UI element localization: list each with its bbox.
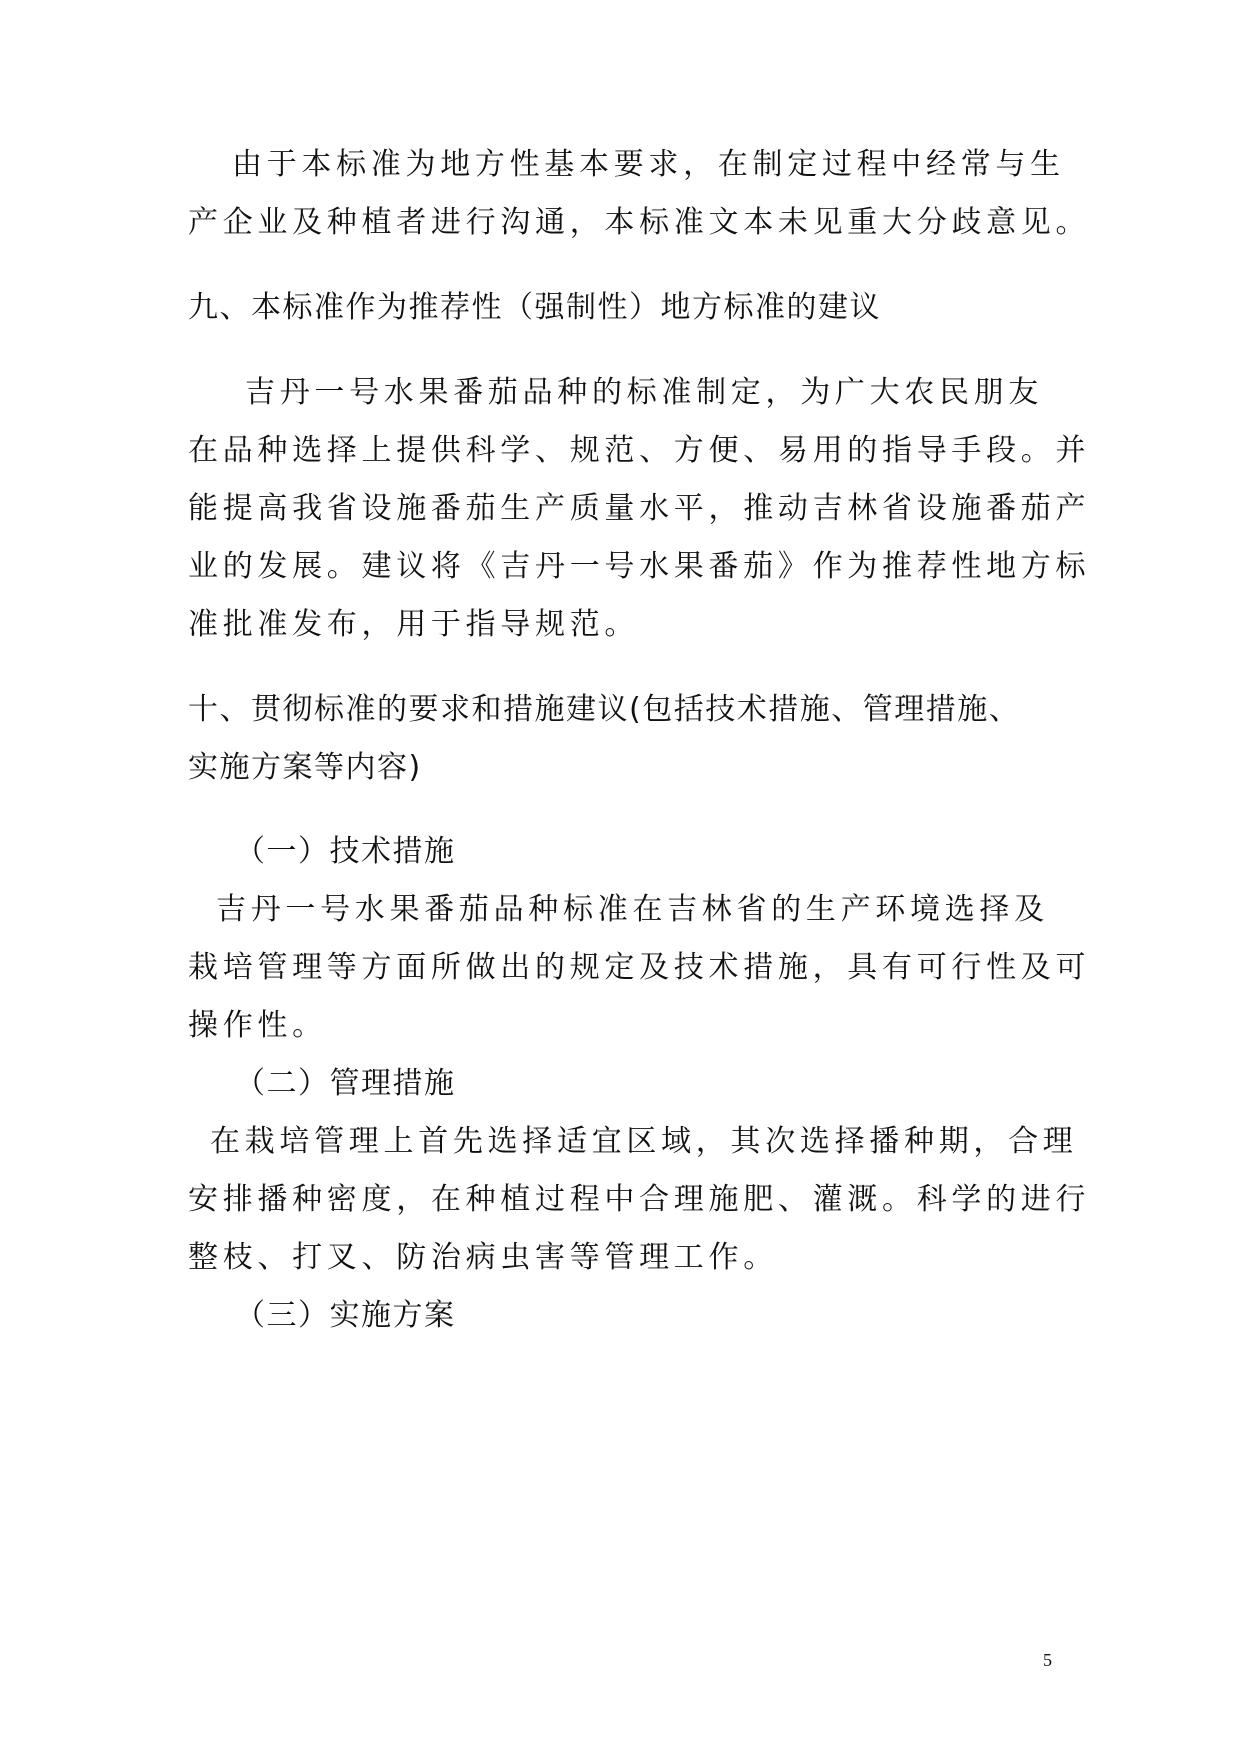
paragraph-2-line-4: 业的发展。建议将《吉丹一号水果番茄》作为推荐性地方标 [188, 549, 1091, 584]
section-10-heading-line-2: 实施方案等内容) [188, 750, 422, 785]
paragraph-4-line-2: 安排播种密度，在种植过程中合理施肥、灌溉。科学的进行 [188, 1182, 1091, 1217]
paragraph-2-line-5: 准批准发布，用于指导规范。 [188, 607, 640, 642]
section-9-heading: 九、本标准作为推荐性（强制性）地方标准的建议 [188, 290, 881, 325]
paragraph-2-line-2: 在品种选择上提供科学、规范、方便、易用的指导手段。并 [188, 433, 1091, 468]
paragraph-3-line-2: 栽培管理等方面所做出的规定及技术措施，具有可行性及可 [188, 950, 1091, 985]
subsection-2-heading: （二）管理措施 [235, 1066, 456, 1101]
paragraph-2-line-1: 吉丹一号水果番茄品种的标准制定，为广大农民朋友 [245, 375, 1044, 410]
paragraph-1-line-2: 产企业及种植者进行沟通，本标准文本未见重大分歧意见。 [188, 205, 1091, 240]
paragraph-4-line-3: 整枝、打叉、防治病虫害等管理工作。 [188, 1240, 778, 1275]
page-number: 5 [1043, 1650, 1052, 1670]
subsection-1-heading: （一）技术措施 [235, 834, 456, 869]
paragraph-4-line-1: 在栽培管理上首先选择适宜区域，其次选择播种期，合理 [210, 1124, 1078, 1159]
paragraph-2-line-3: 能提高我省设施番茄生产质量水平，推动吉林省设施番茄产 [188, 491, 1091, 526]
paragraph-3-line-1: 吉丹一号水果番茄品种标准在吉林省的生产环境选择及 [216, 892, 1049, 927]
section-10-heading-line-1: 十、贯彻标准的要求和措施建议(包括技术措施、管理措施、 [188, 692, 1021, 727]
paragraph-1-line-1: 由于本标准为地方性基本要求，在制定过程中经常与生 [232, 147, 1065, 182]
subsection-3-heading: （三）实施方案 [235, 1298, 456, 1333]
paragraph-3-line-3: 操作性。 [188, 1008, 327, 1043]
